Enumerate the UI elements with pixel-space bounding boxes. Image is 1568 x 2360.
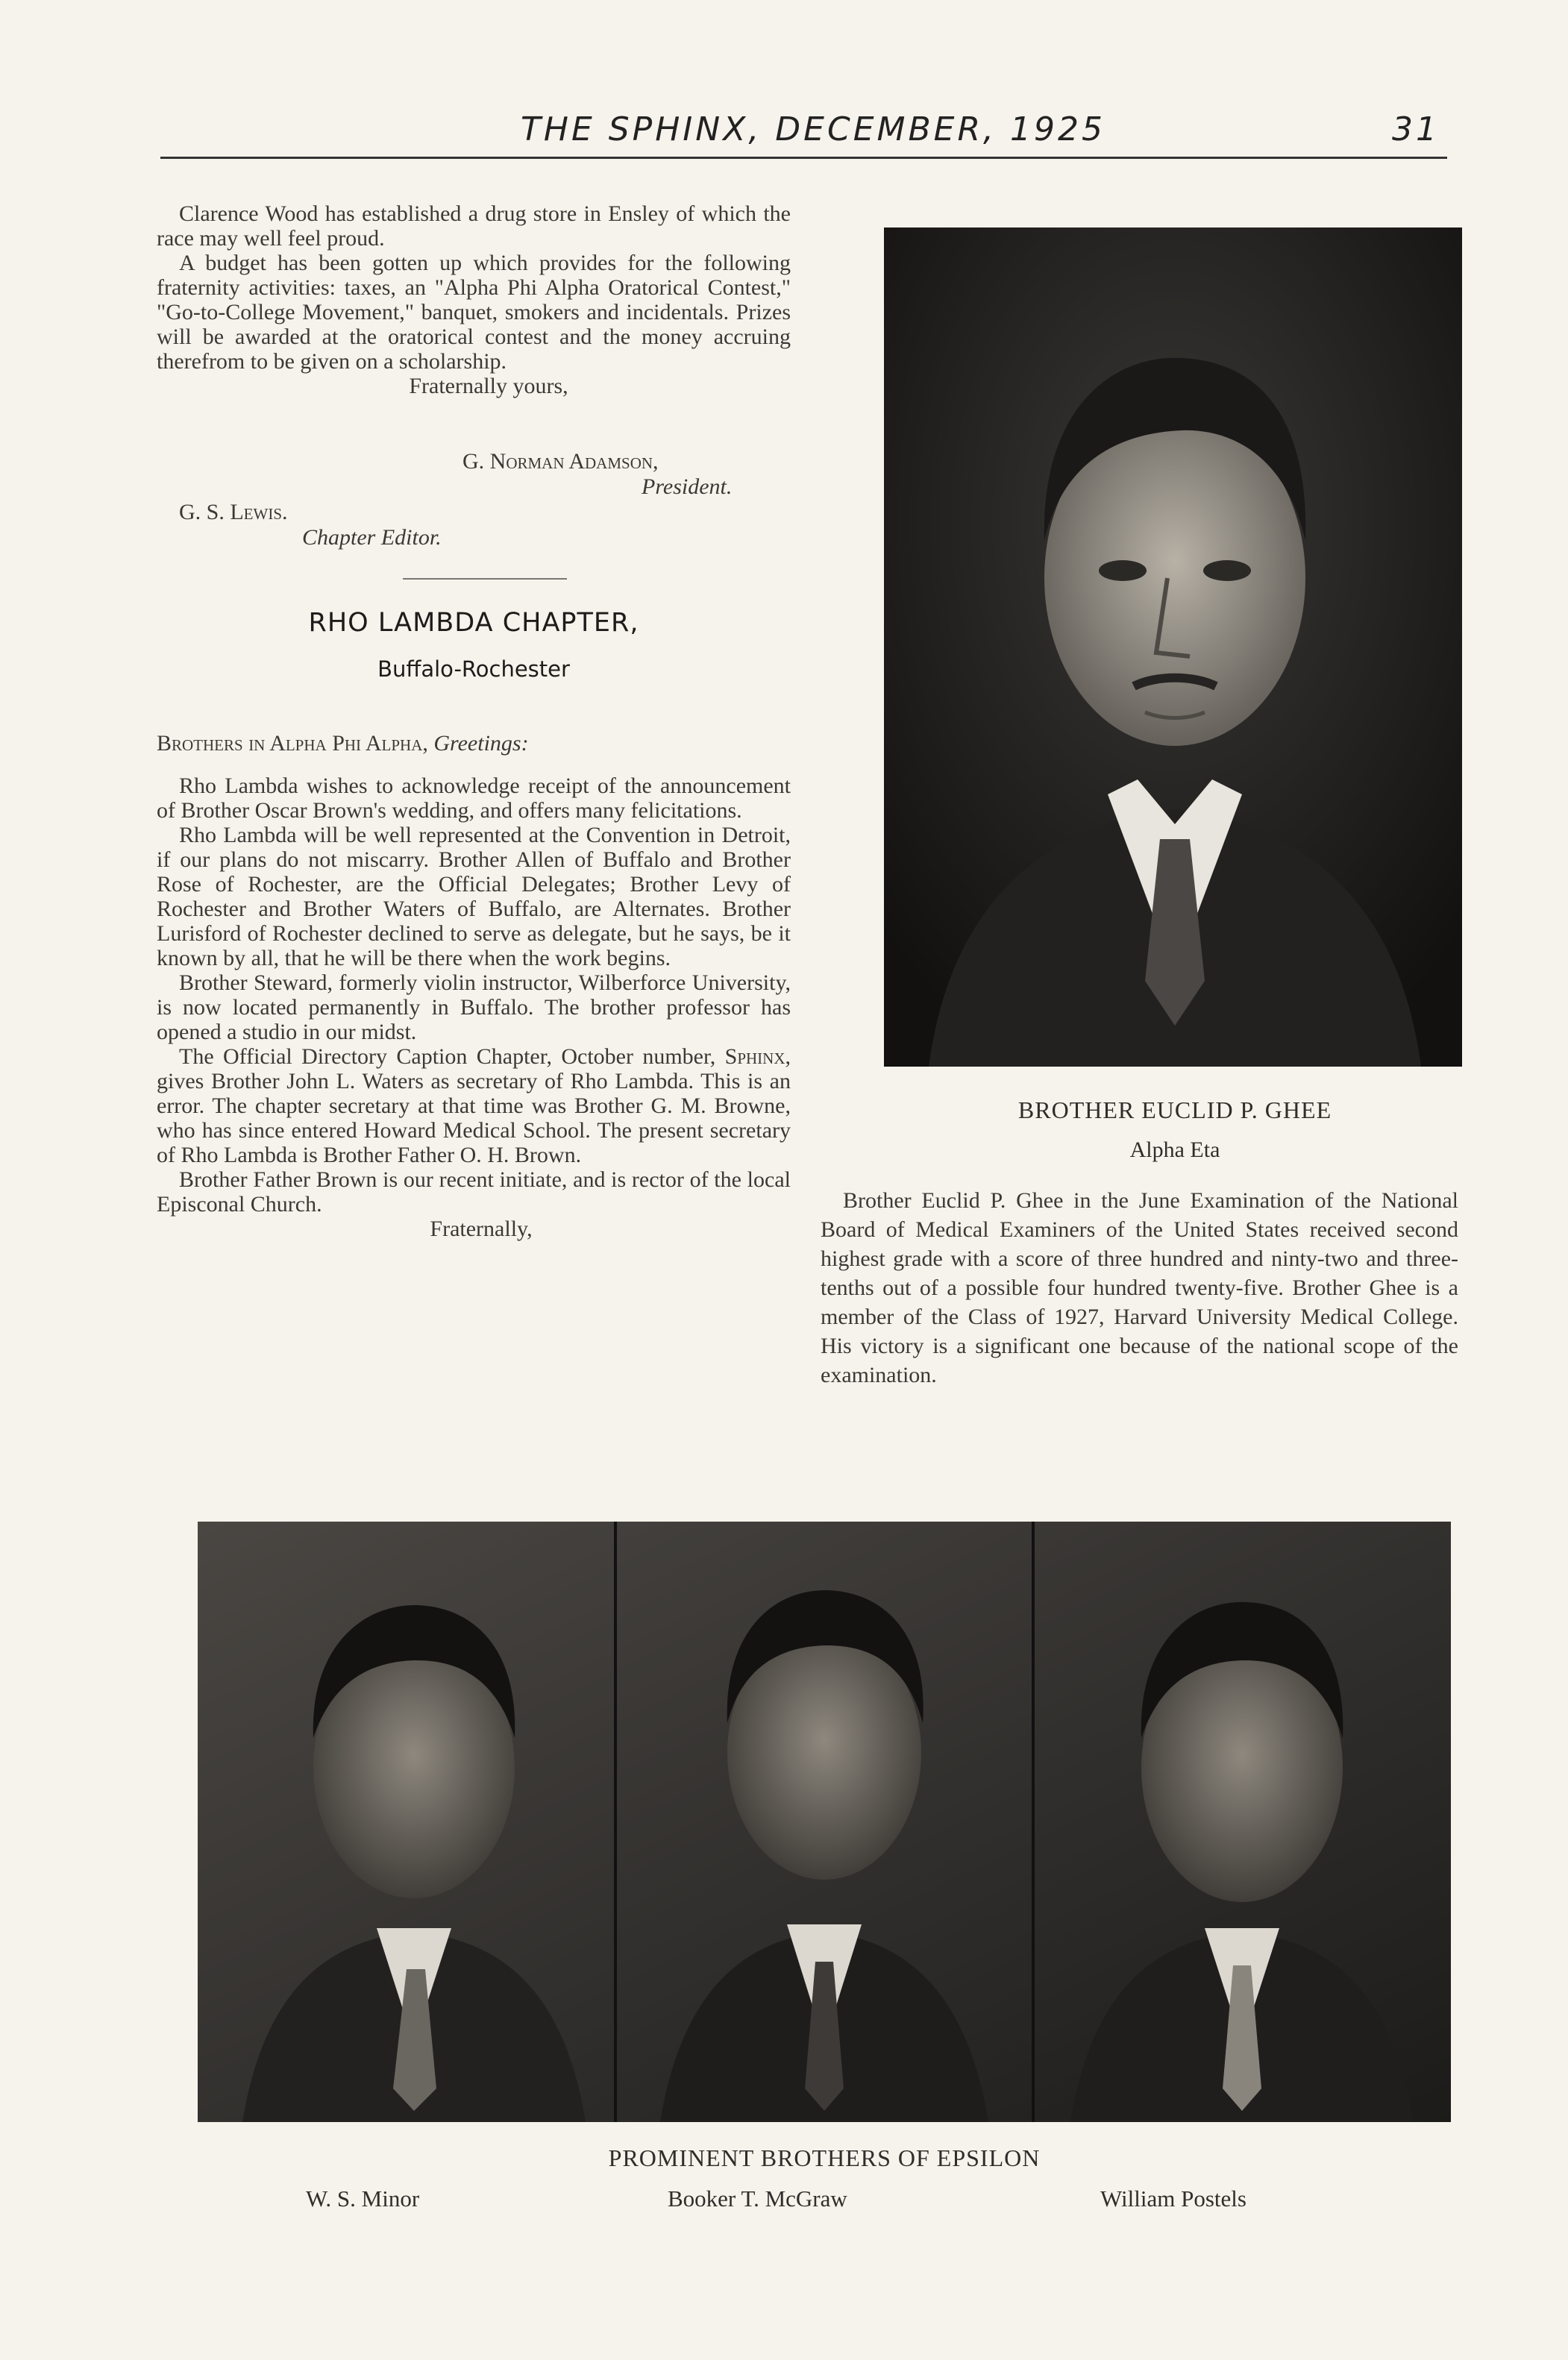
chapter-letter-end bbox=[157, 201, 791, 398]
paragraph: Brother Euclid P. Ghee in the June Examination of the National Board of Medical Examiners of the United States received second highest grade with a score of three hundred and ninty-two and three-tenths out of a possible four hundred twenty-five. Brother Ghee is a member of the Class of 1927, Harvard University Medical College. His victory is a significant one because of the national scope of the examination. bbox=[821, 1188, 1458, 1387]
salutation: Brothers in Alpha Phi Alpha, Greetings: bbox=[157, 731, 529, 756]
editor-name: G. S. Lewis. bbox=[179, 500, 288, 524]
section-heading: RHO LAMBDA CHAPTER, bbox=[308, 608, 639, 638]
portrait-caption: BROTHER EUCLID P. GHEE bbox=[1017, 1096, 1332, 1123]
group-photo bbox=[198, 1522, 1451, 2122]
name-caption: William Postels bbox=[1100, 2185, 1246, 2212]
portrait-chapter: Alpha Eta bbox=[1129, 1137, 1220, 1162]
paragraph: Rho Lambda wishes to acknowledge receipt of the announcement of Brother Oscar Brown's wedding, and offers many felicitations. bbox=[157, 773, 791, 823]
group-caption: PROMINENT BROTHERS OF EPSILON bbox=[608, 2144, 1041, 2171]
closing: Fraternally yours, bbox=[409, 374, 568, 398]
page-number: 31 bbox=[1392, 110, 1440, 148]
president-name: G. Norman Adamson, bbox=[462, 449, 659, 474]
name-caption: Booker T. McGraw bbox=[668, 2185, 847, 2212]
section-subheading: Buffalo-Rochester bbox=[377, 656, 570, 682]
editor-title: Chapter Editor. bbox=[302, 525, 442, 550]
paragraph: Brother Steward, formerly violin instructor, Wilberforce University, is now located permanently in Buffalo. The brother professor has opened a studio in our midst. bbox=[157, 970, 791, 1044]
closing: Fraternally, bbox=[430, 1217, 533, 1241]
paragraph: Brother Father Brown is our recent initiate, and is rector of the local Episconal Church. bbox=[157, 1167, 791, 1217]
paragraph: A budget has been gotten up which provides for the following fraternity activities: taxes, an "Alpha Phi Alpha Oratorical Contest," "Go-to-College Movement," banquet, smokers and incidentals. Prizes will be awarded at the oratorical contest and the money accruing therefrom to be given on a scholarship. bbox=[157, 251, 791, 374]
rho-lambda-letter bbox=[157, 731, 791, 1241]
portrait-photo bbox=[884, 227, 1462, 1067]
paragraph: Clarence Wood has established a drug store in Ensley of which the race may well feel proud. bbox=[157, 201, 791, 251]
running-header-title: THE SPHINX, DECEMBER, 1925 bbox=[521, 110, 1106, 148]
header-rule bbox=[160, 157, 1447, 159]
paragraph: The Official Directory Caption Chapter, October number, Sphinx, gives Brother John L. Waters as secretary of Rho Lambda. This is an error. The chapter secretary at that time was Brother G. M. Browne, who has since entered Howard Medical School. The present secretary of Rho Lambda is Brother Father O. H. Brown. bbox=[157, 1044, 791, 1167]
ghee-article bbox=[821, 1186, 1458, 1390]
president-title: President. bbox=[642, 474, 733, 499]
paragraph: Rho Lambda will be well represented at the Convention in Detroit, if our plans do not miscarry. Brother Allen of Buffalo and Brother Rose of Rochester, are the Official Delegates; Brother Levy of Rochester and Brother Waters of Buffalo, are Alternates. Brother Lurisford of Rochester declined to serve as delegate, but he says, be it known by all, that he will be there when the work begins. bbox=[157, 823, 791, 970]
name-caption: W. S. Minor bbox=[306, 2185, 420, 2212]
section-divider bbox=[403, 578, 567, 580]
